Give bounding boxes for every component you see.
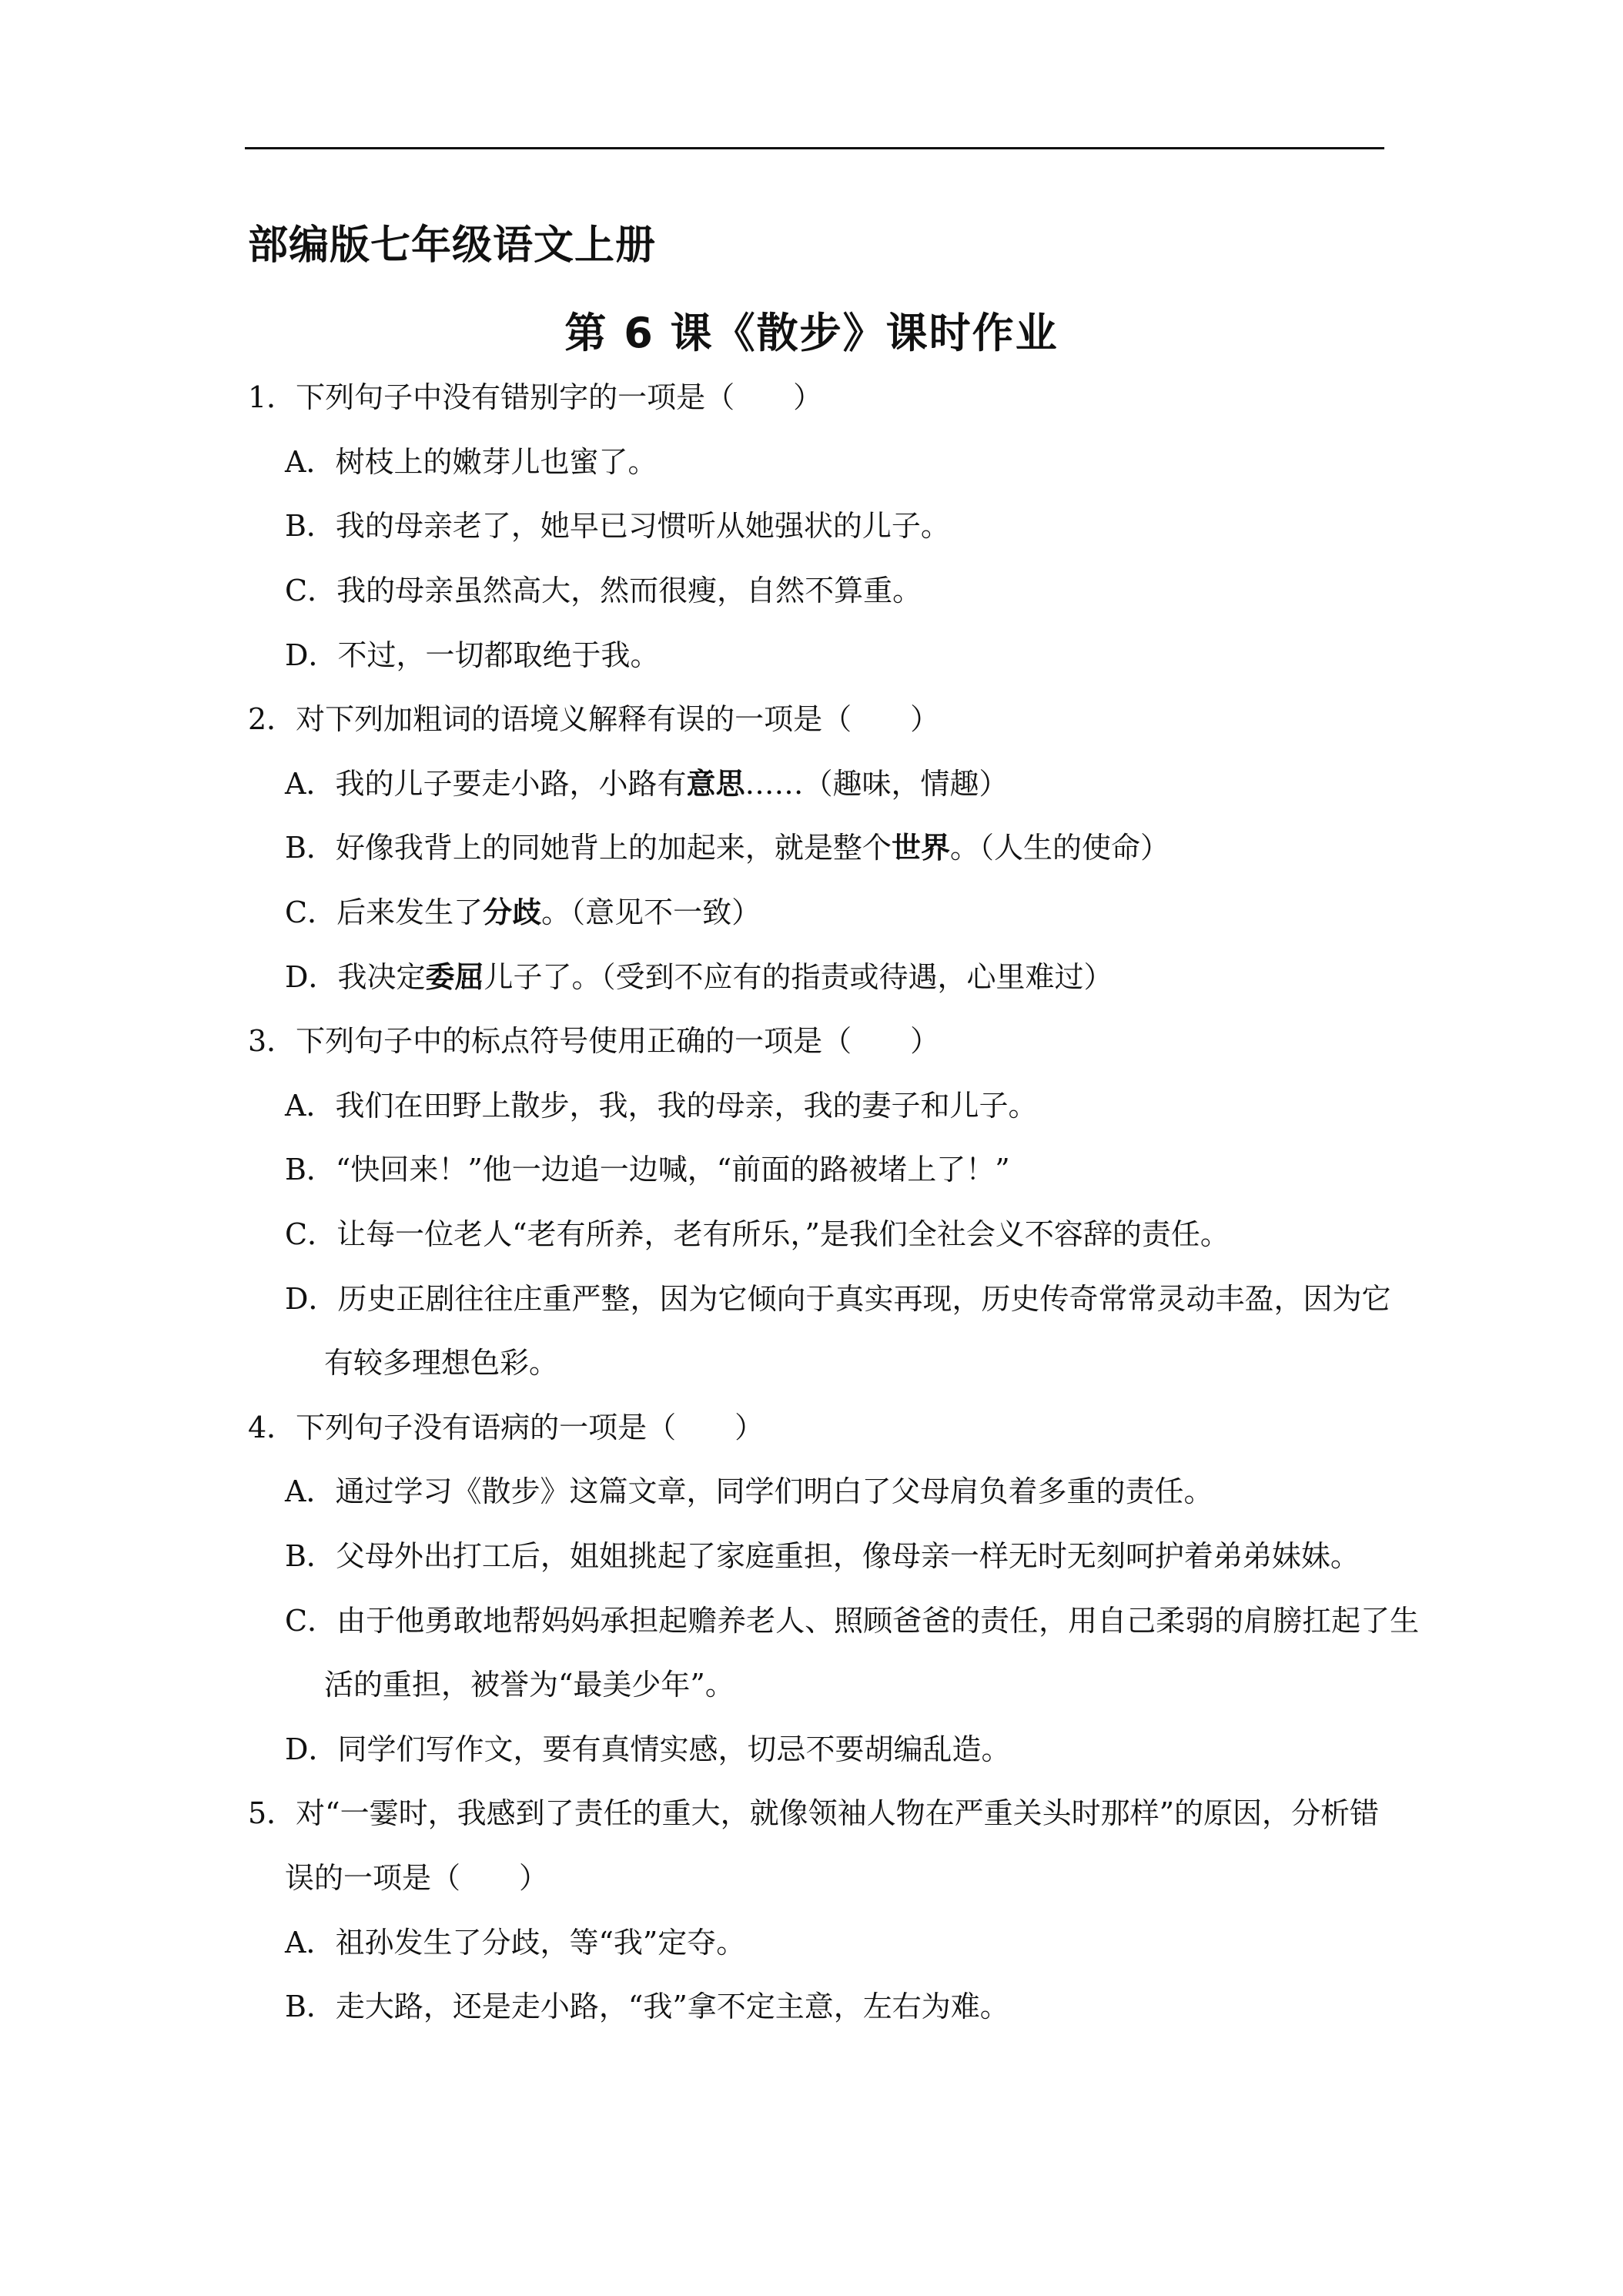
bold-term: 委屈	[425, 960, 484, 994]
question-1-option-a: A．树枝上的嫩芽儿也蜜了。	[285, 445, 658, 479]
bold-term: 意思	[686, 767, 745, 801]
question-1-option-d: D．不过，一切都取绝于我。	[285, 638, 660, 672]
question-5-stem: 5．对“一霎时，我感到了责任的重大，就像领袖人物在严重关头时那样”的原因，分析错	[248, 1796, 1380, 1830]
question-5-option-b: B．走大路，还是走小路，“我”拿不定主意，左右为难。	[285, 1990, 1009, 2023]
question-3-option-d-continued: 有较多理想色彩。	[324, 1346, 559, 1380]
question-1-option-b: B．我的母亲老了，她早已习惯听从她强状的儿子。	[285, 509, 950, 543]
question-5-stem-continued: 误的一项是（ ）	[285, 1861, 549, 1895]
bold-term: 世界	[891, 831, 950, 865]
question-3-stem: 3．下列句子中的标点符号使用正确的一项是（ ）	[248, 1024, 940, 1058]
option-text: ……（趣味，情趣）	[745, 767, 1009, 801]
question-1-option-c: C．我的母亲虽然高大，然而很瘦，自然不算重。	[285, 574, 922, 607]
question-3-option-c: C．让每一位老人“老有所养，老有所乐，”是我们全社会义不容辞的责任。	[285, 1217, 1230, 1251]
series-title: 部编版七年级语文上册	[248, 223, 657, 269]
question-4-stem: 4．下列句子没有语病的一项是（ ）	[248, 1411, 765, 1444]
question-1-stem: 1．下列句子中没有错别字的一项是（ ）	[248, 380, 823, 414]
question-4-option-b: B．父母外出打工后，姐姐挑起了家庭重担，像母亲一样无时无刻呵护着弟弟妹妹。	[285, 1539, 1360, 1573]
question-4-option-c: C．由于他勇敢地帮妈妈承担起赡养老人、照顾爸爸的责任，用自己柔弱的肩膀扛起了生	[285, 1604, 1420, 1638]
question-4-option-d: D．同学们写作文，要有真情实感，切忌不要胡编乱造。	[285, 1732, 1011, 1766]
lesson-title: 第 6 课《散步》课时作业	[564, 309, 1059, 357]
question-3-option-d: D．历史正剧往往庄重严整，因为它倾向于真实再现，历史传奇常常灵动丰盈，因为它	[285, 1282, 1391, 1316]
option-text: B．好像我背上的同她背上的加起来，就是整个	[285, 831, 892, 865]
question-5-option-a: A．祖孙发生了分歧，等“我”定夺。	[285, 1926, 746, 1960]
option-text: 儿子了。（受到不应有的指责或待遇，心里难过）	[484, 960, 1113, 994]
question-3-option-a: A．我们在田野上散步，我，我的母亲，我的妻子和儿子。	[285, 1089, 1038, 1123]
question-2-stem: 2．对下列加粗词的语境义解释有误的一项是（ ）	[248, 702, 940, 736]
option-text: 。（意见不一致）	[541, 895, 761, 929]
option-text: C．后来发生了	[285, 895, 484, 929]
question-2-option-c	[285, 895, 761, 931]
question-3-option-b: B．“快回来！”他一边追一边喊，“前面的路被堵上了！”	[285, 1153, 1010, 1186]
question-2-option-a	[285, 767, 1008, 802]
option-text: D．我决定	[285, 960, 426, 994]
option-text: A．我的儿子要走小路，小路有	[285, 767, 687, 801]
question-2-option-b	[285, 831, 1170, 866]
bold-term: 分歧	[483, 895, 542, 929]
question-4-option-c-continued: 活的重担，被誉为“最美少年”。	[324, 1668, 735, 1702]
question-4-option-a: A．通过学习《散步》这篇文章，同学们明白了父母肩负着多重的责任。	[285, 1474, 1213, 1508]
header-rule	[245, 147, 1384, 149]
question-2-option-d	[285, 960, 1113, 996]
option-text: 。（人生的使命）	[949, 831, 1170, 865]
